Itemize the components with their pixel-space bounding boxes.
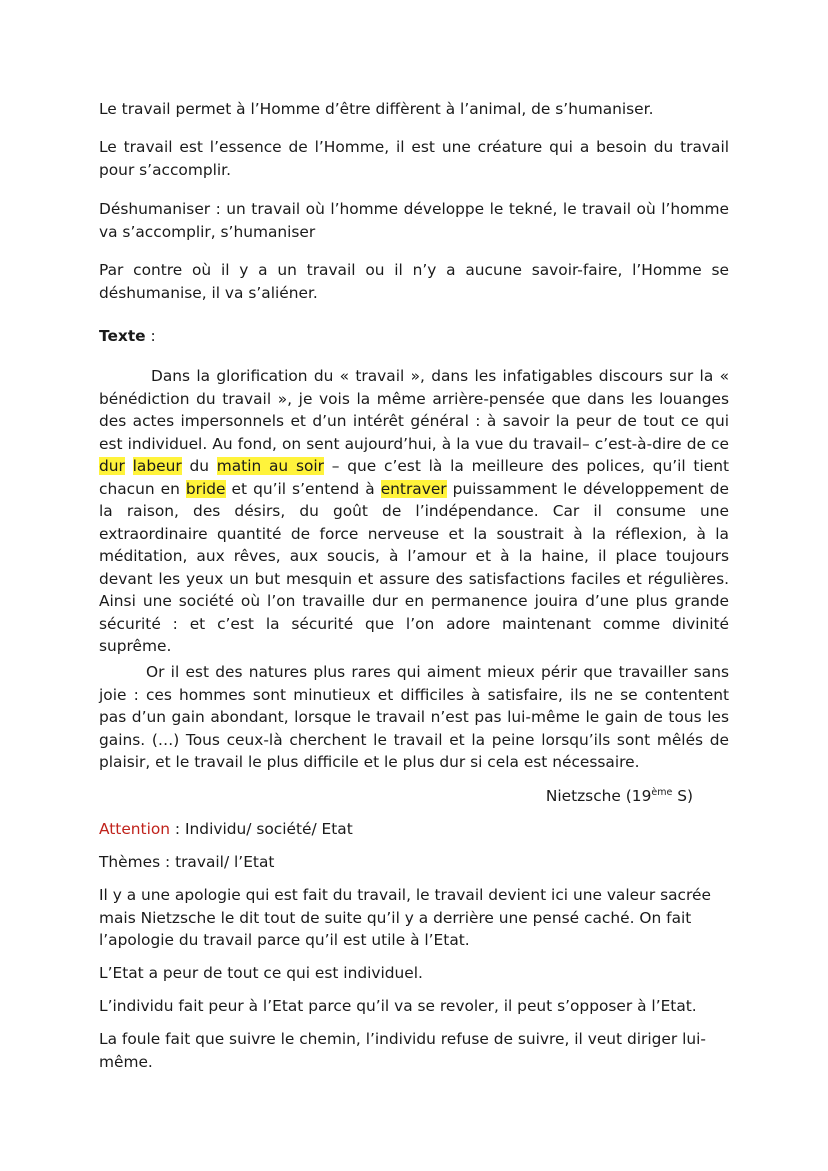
texte-heading-suffix: : <box>145 327 156 345</box>
quote-text: et qu’il s’entend à <box>225 479 381 498</box>
attribution-superscript: ème <box>651 787 673 798</box>
analysis-paragraph-3: L’individu fait peur à l’Etat parce qu’il va se revoler, il peut s’opposer à l’Etat. <box>99 997 697 1015</box>
quote-paragraph-2: Or il est des natures plus rares qui aiment mieux périr que travailler sans joie : ces hommes sont minutieux et difficiles à satisfaire, ils ne se contentent pas d’un gain abondant, lorsque le travail n’est pas lui-même le gain de tous les gains. (…) Tous ceux-là cherchent le travail et la peine lorsqu’ils sont mêlés de plaisir, et le travail le plus difficile et le plus dur si cela est nécessaire. <box>99 663 729 771</box>
highlight-matin-au-soir: matin au soir <box>216 457 324 475</box>
themes-line: Thèmes : travail/ l’Etat <box>99 853 275 871</box>
quote-text: – que c’est là la meilleure des polices, qu’il tient chacun en <box>99 457 729 498</box>
quote-text: du <box>181 457 217 475</box>
analysis-paragraph-4: La foule fait que suivre le chemin, l’individu refuse de suivre, il veut diriger lui-même. <box>99 1030 706 1071</box>
attention-line <box>99 818 729 841</box>
analysis-paragraph-2: L’Etat a peur de tout ce qui est individuel. <box>99 964 423 982</box>
attribution-author: Nietzsche (19 <box>545 787 652 805</box>
highlight-bride: bride <box>185 479 226 498</box>
quote-text: puissamment le développement de la raison, des désirs, du goût de l’indépendance. Car il consume une extraordinaire quantité de force nerveuse et la soustrait à la réflexion, à la méditation, aux rêves, aux soucis, à l’amour et à la haine, il place toujours devant les yeux un but mesquin et assure des satisfactions faciles et régulières. Ainsi une société où l’on travaille dur en permanence jouira d’une plus grande sécurité : et c’est la sécurité que l’on adore maintenant comme divinité suprême. <box>99 479 729 655</box>
intro-paragraph-3: Déshumaniser : un travail où l’homme développe le tekné, le travail où l’homme va s’accomplir, s’humaniser <box>99 200 729 241</box>
attention-label: Attention <box>99 820 171 838</box>
intro-paragraph-1: Le travail permet à l’Homme d’être diffèrent à l’animal, de s’humaniser. <box>99 100 654 118</box>
intro-paragraph-2: Le travail est l’essence de l’Homme, il est une créature qui a besoin du travail pour s’accomplir. <box>99 138 729 179</box>
highlight-dur: dur <box>99 457 125 475</box>
quote-text: Dans la glorification du « travail », dans les infatigables discours sur la « bénédiction du travail », je vois la même arrière-pensée que dans les louanges des actes impersonnels et d’un intérêt général : à savoir la peur de tout ce qui est individuel. Au fond, on sent aujourd’hui, à la vue du travail– c’est-à-dire de ce <box>99 367 729 453</box>
analysis-paragraph-1: Il y a une apologie qui est fait du travail, le travail devient ici une valeur sacrée mais Nietzsche le dit tout de suite qu’il y a derrière une pensé caché. On fait l’apologie du travail parce qu’il est utile à l’Etat. <box>99 886 711 949</box>
attention-text: : Individu/ société/ Etat <box>170 820 353 838</box>
intro-paragraph-4: Par contre où il y a un travail ou il n’y a aucune savoir-faire, l’Homme se déshumanise, il va s’aliéner. <box>99 261 729 302</box>
quote-text <box>125 457 133 475</box>
attribution-suffix: S) <box>672 787 693 805</box>
texte-heading-label: Texte <box>99 327 146 345</box>
quote-paragraph-1 <box>99 365 729 658</box>
highlight-entraver: entraver <box>380 479 447 498</box>
quote-attribution <box>99 785 729 808</box>
texte-heading <box>99 325 729 348</box>
highlight-labeur: labeur <box>132 457 182 475</box>
